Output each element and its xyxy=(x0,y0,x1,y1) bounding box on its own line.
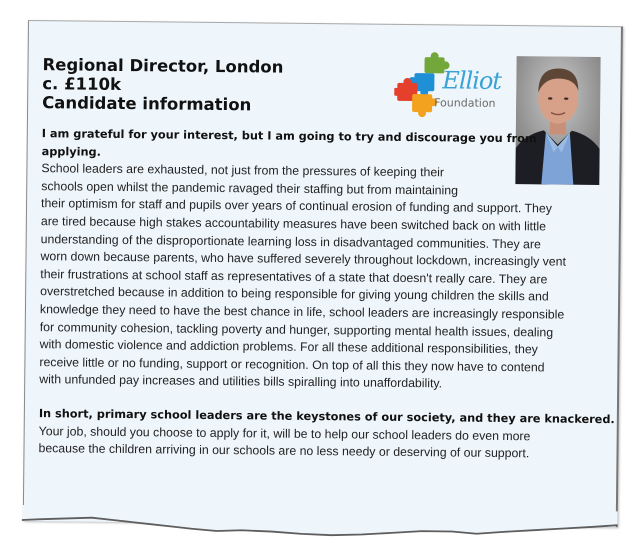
paragraph-line: worn down because parents, who have suffered severely throughout lockdown, increasingly vent xyxy=(40,249,567,269)
torn-document-page xyxy=(23,20,623,527)
paragraph-line: receive little or no funding, support or recognition. On top of all this they now have to contend xyxy=(39,354,545,375)
paragraph-line: knowledge they need to have the best chance in life, school leaders are increasingly responsible xyxy=(39,302,565,322)
paragraph-line: their frustrations at school staff as representatives of a state that doesn't really care. They are xyxy=(40,266,548,287)
closing-line: Your job, should you choose to apply for it, will be to help our school leaders do even more xyxy=(38,423,531,443)
paragraph-line: overstretched because in addition to being responsible for giving young children the skills and xyxy=(40,284,549,304)
logo-name: Elliot xyxy=(442,66,502,95)
torn-edge xyxy=(22,505,618,541)
closing-line: because the children arriving in our schools are no less needy or deserving of our support. xyxy=(38,441,530,461)
paragraph-line: their optimism for staff and pupils over years of continual erosion of funding and support. They xyxy=(41,196,552,216)
salary: c. £110k xyxy=(42,74,122,94)
paragraph-line: understanding of the disproportionate learning loss in disadvantaged communities. They are xyxy=(40,231,541,251)
document-body xyxy=(38,125,615,464)
intro-bold-line: applying. xyxy=(41,144,102,159)
subtitle: Candidate information xyxy=(42,93,252,115)
paragraph-line: with unfunded pay increases and utilities bills spiralling into unaffordability. xyxy=(39,372,443,391)
paragraph-line: School leaders are exhausted, not just from the pressures of keeping their xyxy=(41,161,445,180)
job-title: Regional Director, London xyxy=(42,55,284,77)
paragraph-line: with domestic violence and addiction problems. For all these additional responsibilities, they xyxy=(39,337,538,357)
paragraph-line: schools open whilst the pandemic ravaged their staffing but from maintaining xyxy=(41,178,459,198)
logo-subtitle: Foundation xyxy=(434,96,496,110)
closing-bold-line: In short, primary school leaders are the keystones of our society, and they are knackered. xyxy=(38,407,615,427)
paragraph-line: for community cohesion, tackling poverty and hunger, supporting mental health issues, dealing xyxy=(39,319,554,340)
paragraph-line: are tired because high stakes accountability measures have been switched back on with little xyxy=(40,214,547,234)
document-title xyxy=(42,55,283,115)
elliot-foundation-logo xyxy=(394,51,507,118)
intro-bold-line: I am grateful for your interest, but I am going to try and discourage you from xyxy=(41,127,537,146)
